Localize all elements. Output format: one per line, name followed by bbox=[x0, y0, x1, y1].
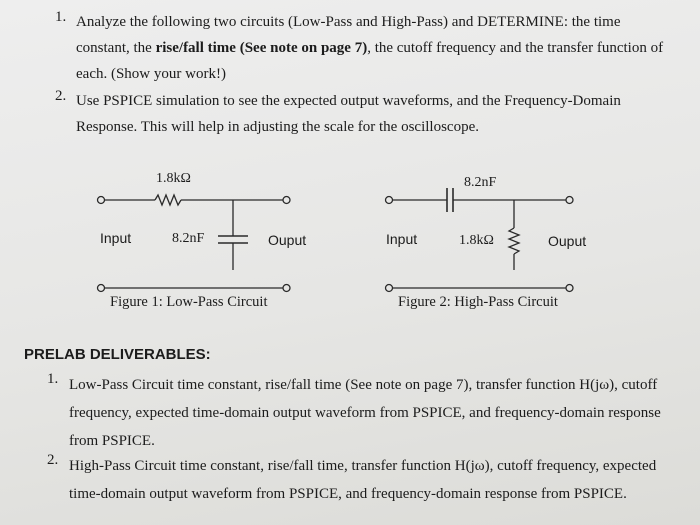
prelab-item-1-line-2: frequency, expected time-domain output waveform from PSPICE, and frequency-domain response bbox=[69, 405, 661, 421]
fig1-output-bottom-terminal bbox=[283, 285, 290, 292]
instruction-2-line-1: Use PSPICE simulation to see the expected output waveforms, and the Frequency-Domain bbox=[76, 93, 621, 109]
instruction-2-number: 2. bbox=[55, 88, 67, 104]
fig1-resistor-value: 1.8kΩ bbox=[156, 171, 191, 186]
instruction-2-line-2: Response. This will help in adjusting the scale for the oscilloscope. bbox=[76, 119, 479, 135]
fig1-input-bottom-terminal bbox=[98, 285, 105, 292]
fig1-caption: Figure 1: Low-Pass Circuit bbox=[110, 294, 268, 310]
prelab-item-2-number: 2. bbox=[47, 452, 59, 468]
fig2-resistor-symbol bbox=[509, 228, 519, 254]
instruction-1-bold: rise/fall time (See note on page 7) bbox=[155, 40, 368, 56]
prelab-item-2-line-1: High-Pass Circuit time constant, rise/fall time, transfer function H(jω), cutoff frequency, expected bbox=[69, 458, 657, 474]
fig1-output-top-terminal bbox=[283, 197, 290, 204]
fig2-output-label: Ouput bbox=[548, 233, 587, 249]
fig2-input-bottom-terminal bbox=[386, 285, 393, 292]
instruction-1-number: 1. bbox=[55, 9, 67, 25]
prelab-item-1-number: 1. bbox=[47, 371, 59, 387]
fig1-input-label: Input bbox=[100, 230, 132, 246]
fig1-input-top-terminal bbox=[98, 197, 105, 204]
fig2-output-bottom-terminal bbox=[566, 285, 573, 292]
fig2-resistor-value: 1.8kΩ bbox=[459, 233, 494, 248]
fig2-output-top-terminal bbox=[566, 197, 573, 204]
prelab-item-1-line-1: Low-Pass Circuit time constant, rise/fall time (See note on page 7), transfer function H(jω), cutoff bbox=[69, 377, 658, 393]
fig2-input-label: Input bbox=[386, 231, 418, 247]
prelab-item-2-line-2: time-domain output waveform from PSPICE, and frequency-domain response from PSPICE. bbox=[69, 486, 627, 502]
prelab-heading: PRELAB DELIVERABLES: bbox=[24, 346, 211, 363]
prelab-item-1-text bbox=[69, 371, 694, 455]
instruction-1-line-3: each. (Show your work!) bbox=[76, 66, 226, 82]
fig1-capacitor-value: 8.2nF bbox=[172, 231, 205, 246]
fig1-resistor-symbol bbox=[155, 195, 181, 205]
instruction-1-line-2-pre: constant, the bbox=[76, 40, 156, 56]
fig2-capacitor-value: 8.2nF bbox=[464, 175, 497, 190]
prelab-item-1-line-3: from PSPICE. bbox=[69, 433, 155, 449]
fig2-input-top-terminal bbox=[386, 197, 393, 204]
fig1-output-label: Ouput bbox=[268, 232, 307, 248]
fig2-caption: Figure 2: High-Pass Circuit bbox=[398, 294, 558, 310]
instruction-1-line-2-post: , the cutoff frequency and the transfer function of bbox=[367, 40, 664, 56]
prelab-item-2-text bbox=[69, 452, 694, 508]
instruction-1-line-1: Analyze the following two circuits (Low-Pass and High-Pass) and DETERMINE: the time bbox=[76, 14, 621, 30]
